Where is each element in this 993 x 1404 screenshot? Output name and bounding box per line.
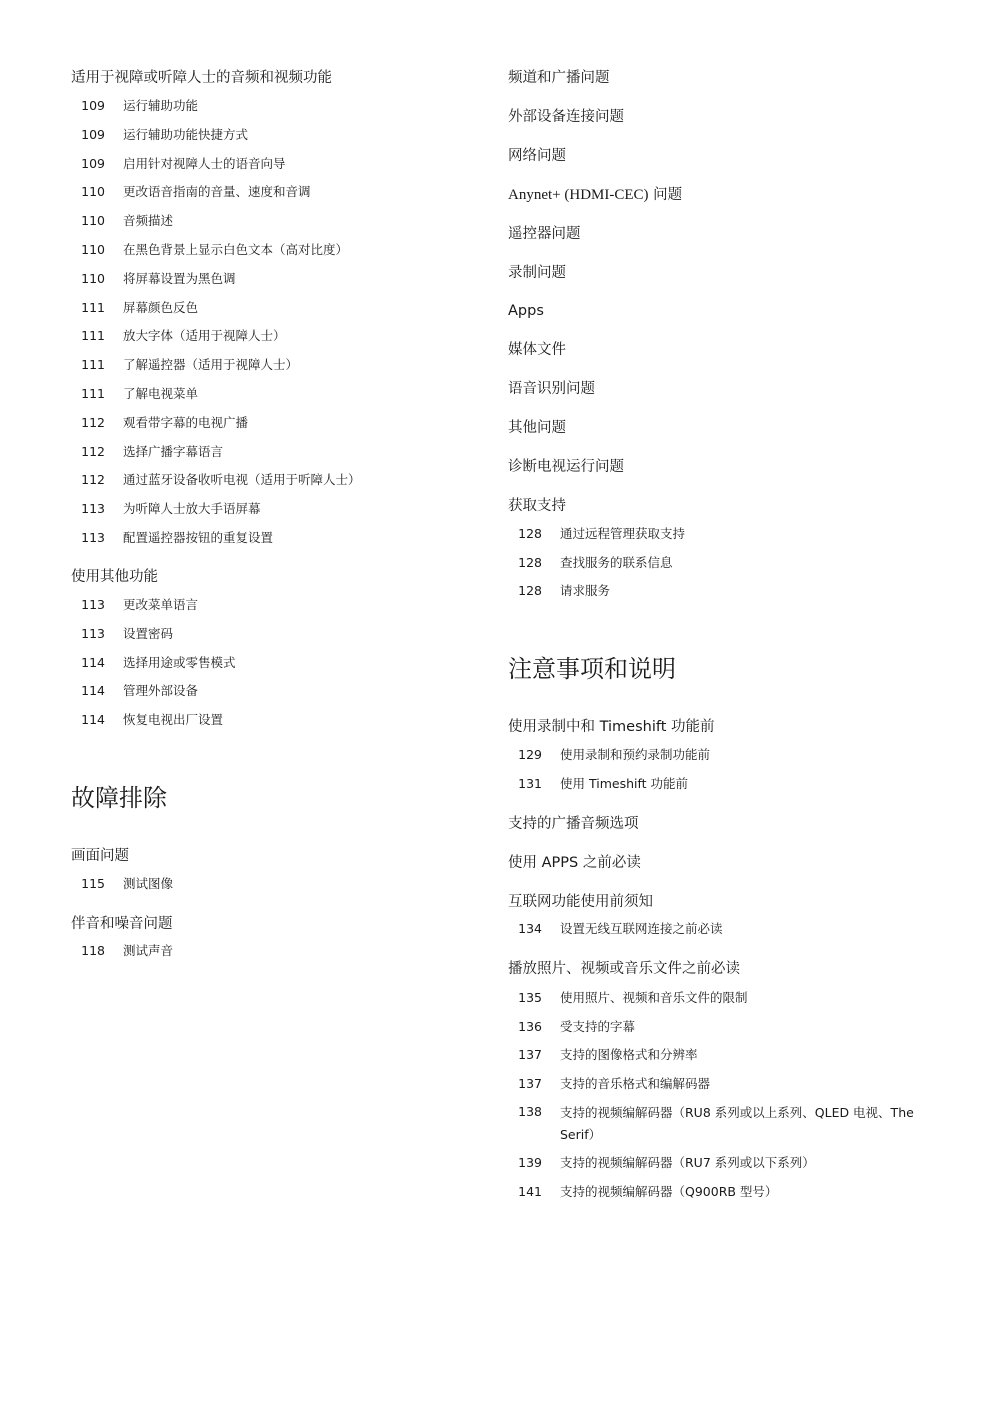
toc-entry-page-number: 111 [81, 386, 105, 401]
toc-category-other-functions[interactable]: 使用其他功能 [71, 569, 158, 585]
toc-entry[interactable] [71, 710, 223, 730]
toc-entry-title: 更改菜单语言 [123, 597, 199, 612]
toc-entry-title: 测试声音 [123, 943, 174, 958]
toc-entry[interactable] [71, 653, 236, 673]
toc-category-channel-broadcast[interactable]: 频道和广播问题 [508, 70, 610, 86]
toc-entry-page-number: 109 [81, 98, 105, 113]
toc-entry[interactable] [508, 553, 673, 573]
toc-entry-page-number: 137 [518, 1047, 542, 1062]
toc-entry-title: 支持的视频编解码器（RU7 系列或以下系列） [560, 1155, 815, 1170]
toc-entry[interactable] [508, 1074, 710, 1094]
toc-entry[interactable] [71, 499, 261, 519]
toc-entry-title: 屏幕颜色反色 [123, 299, 199, 315]
toc-entry-title: 查找服务的联系信息 [560, 554, 673, 570]
toc-entry-title: 支持的视频编解码器（RU8 系列或以上系列、QLED 电视、The Serif） [560, 1105, 914, 1142]
toc-entry[interactable] [508, 524, 685, 544]
toc-category-picture-issues[interactable]: 画面问题 [71, 848, 129, 864]
toc-entry-page-number: 112 [81, 443, 105, 459]
toc-category-diagnose[interactable]: 诊断电视运行问题 [508, 459, 624, 475]
toc-entry-page-number: 139 [518, 1155, 542, 1170]
toc-category-apps-notice[interactable]: 使用 APPS 之前必读 [508, 855, 641, 871]
toc-entry-title: 放大字体（适用于视障人士） [123, 328, 286, 344]
toc-entry-title: 通过远程管理获取支持 [560, 526, 686, 541]
toc-category-anynet-latin: Anynet+ (HDMI-CEC) [508, 187, 649, 203]
toc-entry-title: 受支持的字幕 [560, 1018, 636, 1034]
toc-entry-title: 管理外部设备 [123, 683, 199, 699]
toc-entry-page-number: 136 [518, 1018, 542, 1034]
toc-category-support[interactable]: 获取支持 [508, 498, 566, 514]
toc-entry-title: 测试图像 [123, 876, 174, 891]
toc-entry[interactable] [508, 581, 610, 601]
section-title-troubleshooting: 故障排除 [71, 784, 167, 812]
toc-category-anynet-cn: 问题 [648, 187, 683, 203]
toc-category-recording-timeshift[interactable]: 使用录制中和 Timeshift 功能前 [508, 719, 715, 735]
toc-entry[interactable] [71, 298, 198, 318]
toc-entry[interactable] [71, 595, 198, 615]
toc-entry-title: 了解电视菜单 [123, 386, 199, 401]
toc-entry[interactable] [71, 96, 198, 116]
toc-entry-page-number: 134 [518, 921, 542, 936]
toc-entry-title: 选择用途或零售模式 [123, 654, 236, 670]
toc-entry[interactable] [71, 125, 248, 145]
toc-entry-page-number: 129 [518, 747, 542, 762]
toc-category-internet[interactable]: 互联网功能使用前须知 [508, 894, 653, 910]
toc-entry-page-number: 115 [81, 876, 105, 891]
toc-entry-title: 请求服务 [560, 583, 611, 598]
toc-entry-page-number: 111 [81, 328, 105, 344]
toc-entry-page-number: 128 [518, 554, 542, 570]
toc-entry[interactable] [71, 269, 236, 289]
toc-entry[interactable] [71, 528, 273, 548]
toc-entry-page-number: 141 [518, 1183, 542, 1199]
toc-entry[interactable] [71, 326, 286, 346]
toc-category-apps[interactable]: Apps [508, 303, 544, 319]
toc-entry-title: 运行辅助功能 [123, 98, 199, 113]
toc-entry[interactable] [71, 874, 173, 894]
toc-category-external-device[interactable]: 外部设备连接问题 [508, 109, 624, 125]
toc-entry[interactable] [508, 745, 710, 765]
toc-entry-title: 观看带字幕的电视广播 [123, 414, 249, 430]
toc-entry-page-number: 114 [81, 712, 105, 728]
toc-category-media-playback[interactable]: 播放照片、视频或音乐文件之前必读 [508, 961, 740, 977]
toc-entry-page-number: 113 [81, 597, 105, 612]
toc-entry-title: 设置密码 [123, 625, 174, 641]
toc-entry-title: 通过蓝牙设备收听电视（适用于听障人士） [123, 472, 361, 488]
toc-entry-page-number: 109 [81, 126, 105, 142]
toc-entry-title: 支持的音乐格式和编解码器 [560, 1075, 711, 1091]
toc-entry-page-number: 137 [518, 1075, 542, 1091]
toc-entry-page-number: 110 [81, 270, 105, 286]
toc-entry-title: 为听障人士放大手语屏幕 [123, 501, 261, 517]
toc-entry-title: 在黑色背景上显示白色文本（高对比度） [123, 242, 349, 257]
toc-entry-title: 了解遥控器（适用于视障人士） [123, 357, 299, 373]
toc-entry-title: 启用针对视障人士的语音向导 [123, 155, 286, 171]
toc-entry-title: 支持的图像格式和分辨率 [560, 1047, 698, 1062]
toc-entry[interactable] [508, 1102, 925, 1146]
toc-entry-title: 更改语音指南的音量、速度和音调 [123, 184, 311, 200]
toc-entry-title: 运行辅助功能快捷方式 [123, 126, 249, 142]
toc-entry[interactable] [71, 240, 348, 260]
toc-entry-title: 音频描述 [123, 213, 174, 229]
toc-entry-page-number: 111 [81, 299, 105, 315]
toc-entry-page-number: 138 [518, 1104, 542, 1119]
toc-entry[interactable] [71, 941, 173, 961]
toc-entry-page-number: 109 [81, 155, 105, 171]
toc-entry-title: 使用照片、视频和音乐文件的限制 [560, 990, 748, 1005]
toc-entry-title: 支持的视频编解码器（Q900RB 型号） [560, 1183, 778, 1199]
toc-entry[interactable] [71, 624, 173, 644]
toc-category-audio-options[interactable]: 支持的广播音频选项 [508, 816, 639, 832]
toc-entry[interactable] [71, 413, 248, 433]
toc-entry[interactable] [71, 470, 361, 490]
toc-entry-title: 设置无线互联网连接之前必读 [560, 921, 723, 936]
toc-entry[interactable] [71, 211, 173, 231]
toc-entry-title: 选择广播字幕语言 [123, 443, 224, 459]
toc-entry-page-number: 111 [81, 357, 105, 373]
toc-category-network[interactable]: 网络问题 [508, 148, 566, 164]
toc-entry-page-number: 112 [81, 414, 105, 430]
toc-category-remote[interactable]: 遥控器问题 [508, 226, 581, 242]
toc-entry-page-number: 114 [81, 683, 105, 699]
toc-entry-page-number: 110 [81, 184, 105, 200]
toc-entry-title: 恢复电视出厂设置 [123, 712, 224, 728]
toc-entry[interactable] [508, 1045, 698, 1065]
section-title-notes: 注意事项和说明 [508, 655, 676, 683]
toc-entry-page-number: 113 [81, 530, 105, 545]
toc-entry[interactable] [508, 774, 688, 794]
toc-entry[interactable] [71, 182, 311, 202]
toc-entry-title: 使用录制和预约录制功能前 [560, 747, 711, 762]
toc-entry[interactable] [71, 355, 298, 375]
toc-category-recording[interactable]: 录制问题 [508, 265, 566, 281]
toc-entry-page-number: 118 [81, 943, 105, 958]
toc-entry[interactable] [508, 988, 748, 1008]
toc-entry[interactable] [71, 154, 286, 174]
toc-category-anynet[interactable] [508, 185, 682, 205]
toc-category-accessibility[interactable]: 适用于视障或听障人士的音频和视频功能 [71, 70, 332, 86]
toc-category-voice-recognition[interactable]: 语音识别问题 [508, 381, 595, 397]
toc-entry-page-number: 128 [518, 583, 542, 598]
toc-entry-page-number: 110 [81, 213, 105, 229]
toc-category-media-files[interactable]: 媒体文件 [508, 342, 566, 358]
toc-entry[interactable] [508, 1153, 815, 1173]
toc-entry-page-number: 128 [518, 526, 542, 541]
toc-entry-title: 使用 Timeshift 功能前 [560, 776, 689, 791]
toc-entry-page-number: 113 [81, 625, 105, 641]
toc-entry-page-number: 135 [518, 990, 542, 1005]
toc-entry-page-number: 110 [81, 242, 105, 257]
toc-entry-title: 将屏幕设置为黑色调 [123, 270, 236, 286]
toc-entry[interactable] [71, 442, 223, 462]
toc-category-sound-issues[interactable]: 伴音和噪音问题 [71, 916, 173, 932]
toc-entry-title: 配置遥控器按钮的重复设置 [123, 530, 274, 545]
toc-entry[interactable] [508, 919, 723, 939]
toc-entry-page-number: 113 [81, 501, 105, 517]
toc-entry-page-number: 131 [518, 776, 542, 791]
toc-entry[interactable] [508, 1017, 635, 1037]
toc-category-other-issues[interactable]: 其他问题 [508, 420, 566, 436]
toc-entry-page-number: 114 [81, 654, 105, 670]
toc-entry[interactable] [508, 1182, 777, 1202]
toc-entry[interactable] [71, 384, 198, 404]
toc-entry[interactable] [71, 681, 198, 701]
toc-entry-page-number: 112 [81, 472, 105, 488]
